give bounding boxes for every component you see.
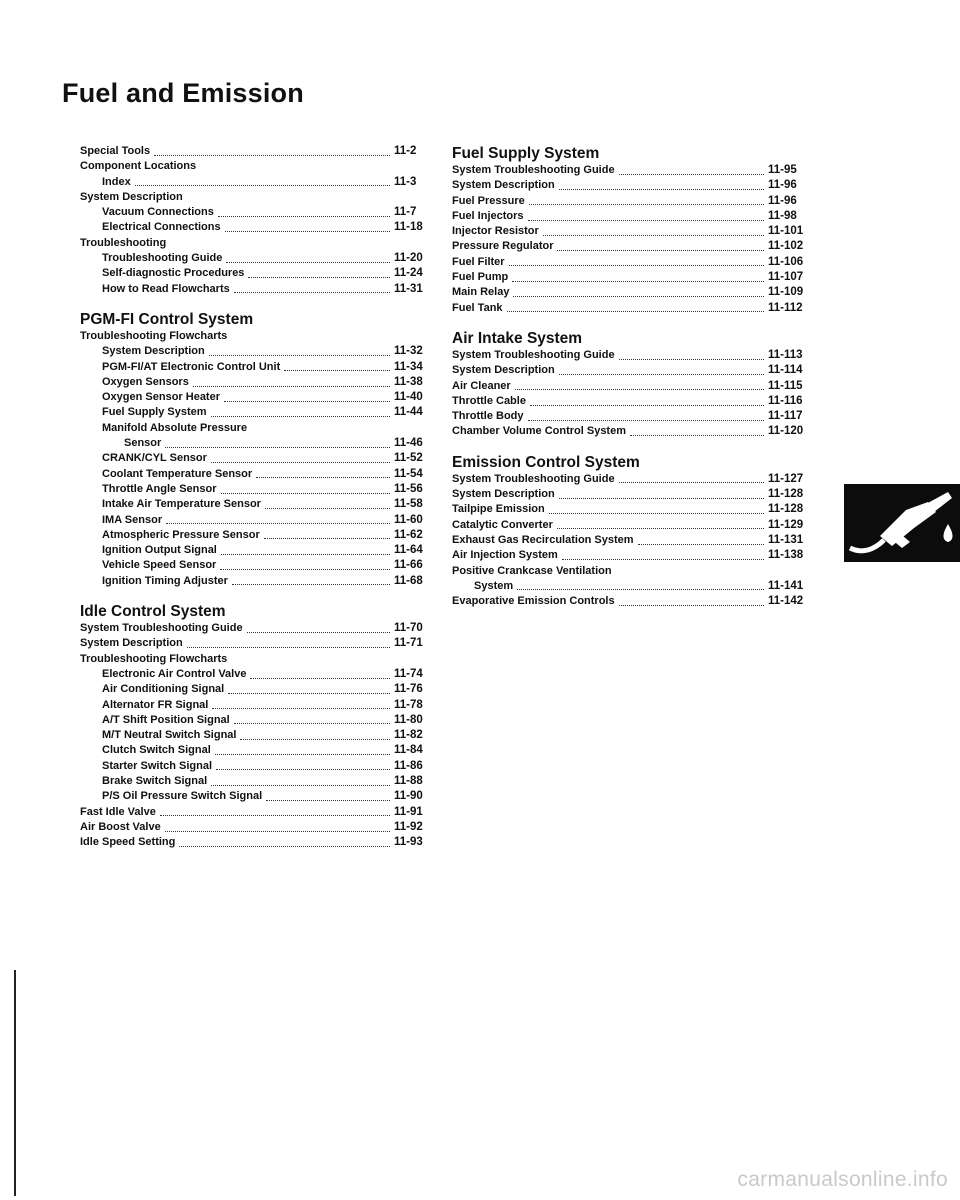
toc-entry <box>80 513 448 528</box>
toc-entry <box>452 564 822 579</box>
dot-leader <box>619 173 764 175</box>
toc-entry-page: 11-113 <box>768 348 803 361</box>
dot-leader <box>559 188 764 190</box>
dot-leader <box>619 481 764 483</box>
toc-entry-label: Fuel Supply System <box>102 406 207 419</box>
toc-entry <box>80 251 448 266</box>
toc-entry <box>452 548 822 563</box>
toc-entry-label: Fuel Injectors <box>452 209 524 222</box>
dot-leader <box>187 646 390 648</box>
section-heading-pgm: PGM-FI Control System <box>80 310 254 328</box>
toc-entry-page: 11-56 <box>394 482 423 495</box>
dot-leader <box>247 631 390 633</box>
toc-entry <box>80 236 448 251</box>
toc-entry-label: Oxygen Sensor Heater <box>102 391 220 404</box>
toc-entry-page: 11-93 <box>394 836 423 849</box>
toc-entry-page: 11-84 <box>394 744 423 757</box>
toc-entry-label: M/T Neutral Switch Signal <box>102 729 237 742</box>
toc-entry-label: Air Conditioning Signal <box>102 683 225 696</box>
toc-entry-page: 11-96 <box>768 194 797 207</box>
toc-entry-label: Fuel Pump <box>452 271 509 284</box>
toc-entry <box>80 159 448 174</box>
toc-entry-label: How to Read Flowcharts <box>102 282 230 295</box>
toc-entry <box>80 574 448 589</box>
dot-leader <box>218 215 390 217</box>
toc-entry <box>452 363 822 378</box>
toc-entry <box>80 774 448 789</box>
toc-entry-label: Troubleshooting <box>80 236 167 249</box>
toc-air-list <box>452 348 822 440</box>
toc-entry-label: Throttle Cable <box>452 394 526 407</box>
toc-entry <box>80 805 448 820</box>
toc-entry <box>452 178 822 193</box>
dot-leader <box>211 784 390 786</box>
toc-left-column <box>80 144 448 850</box>
toc-entry-label: System Description <box>452 488 555 501</box>
toc-entry-page: 11-78 <box>394 698 423 711</box>
toc-entry-page: 11-70 <box>394 622 423 635</box>
dot-leader <box>256 476 390 478</box>
toc-general-list <box>80 144 448 297</box>
toc-entry-label: Electrical Connections <box>102 221 221 234</box>
toc-entry-label: Self-diagnostic Procedures <box>102 267 245 280</box>
dot-leader <box>211 415 390 417</box>
toc-entry-page: 11-141 <box>768 579 804 592</box>
dot-leader <box>549 512 764 514</box>
dot-leader <box>250 677 390 679</box>
toc-entry-page: 11-120 <box>768 425 804 438</box>
toc-entry <box>80 344 448 359</box>
toc-entry-page: 11-60 <box>394 513 423 526</box>
toc-entry <box>80 360 448 375</box>
toc-entry-label: Clutch Switch Signal <box>102 744 211 757</box>
dot-leader <box>509 264 764 266</box>
toc-entry-label: Throttle Angle Sensor <box>102 482 217 495</box>
toc-entry <box>452 594 822 609</box>
dot-leader <box>165 830 390 832</box>
toc-entry <box>80 436 448 451</box>
toc-entry-label: Troubleshooting Guide <box>102 252 223 265</box>
toc-entry <box>80 497 448 512</box>
dot-leader <box>528 419 765 421</box>
dot-leader <box>232 583 390 585</box>
toc-entry-label: Injector Resistor <box>452 225 539 238</box>
dot-leader <box>543 234 764 236</box>
toc-entry-label: Idle Speed Setting <box>80 836 176 849</box>
dot-leader <box>209 354 390 356</box>
toc-entry-page: 11-117 <box>768 410 803 423</box>
toc-entry-page: 11-98 <box>768 209 797 222</box>
toc-entry <box>80 789 448 804</box>
toc-entry-label: Ignition Output Signal <box>102 544 217 557</box>
toc-entry-page: 11-129 <box>768 518 804 531</box>
section-heading-fuel: Fuel Supply System <box>452 145 600 162</box>
dot-leader <box>265 507 390 509</box>
toc-entry-page: 11-95 <box>768 164 797 176</box>
toc-entry-page: 11-52 <box>394 452 423 465</box>
toc-entry-page: 11-24 <box>394 267 423 280</box>
toc-entry <box>80 543 448 558</box>
dot-leader <box>135 184 390 186</box>
section-tab <box>844 484 960 562</box>
toc-entry-page: 11-102 <box>768 240 804 253</box>
toc-entry-label: System Troubleshooting Guide <box>80 622 243 635</box>
toc-entry-page: 11-142 <box>768 595 804 608</box>
toc-entry <box>452 487 822 502</box>
dot-leader <box>512 280 764 282</box>
toc-entry <box>80 266 448 281</box>
toc-entry-page: 11-64 <box>394 544 423 557</box>
toc-entry-label: Alternator FR Signal <box>102 698 209 711</box>
toc-entry <box>80 467 448 482</box>
dot-leader <box>557 527 764 529</box>
toc-entry <box>452 255 822 270</box>
toc-entry-label: System Description <box>452 364 555 377</box>
toc-entry-page: 11-112 <box>768 301 803 314</box>
toc-entry-label: Oxygen Sensors <box>102 375 189 388</box>
dot-leader <box>557 249 764 251</box>
toc-entry <box>80 205 448 220</box>
dot-leader <box>248 276 390 278</box>
toc-entry-label: Air Boost Valve <box>80 820 161 833</box>
dot-leader <box>619 604 764 606</box>
toc-entry-page: 11-115 <box>768 379 803 392</box>
toc-entry <box>452 579 822 594</box>
toc-entry <box>80 759 448 774</box>
toc-pgm-list <box>80 329 448 589</box>
toc-entry-page: 11-34 <box>394 360 423 373</box>
toc-entry-page: 11-92 <box>394 820 423 833</box>
toc-entry-label: Troubleshooting Flowcharts <box>80 329 228 342</box>
dot-leader <box>154 154 390 156</box>
dot-leader <box>228 692 390 694</box>
toc-entry-label: P/S Oil Pressure Switch Signal <box>102 790 263 803</box>
watermark: carmanualsonline.info <box>737 1168 948 1191</box>
toc-entry-page: 11-20 <box>394 252 423 265</box>
toc-entry <box>80 282 448 297</box>
toc-entry <box>452 518 822 533</box>
toc-entry <box>80 728 448 743</box>
section-heading-emission: Emission Control System <box>452 453 640 471</box>
toc-entry <box>80 190 448 205</box>
dot-leader <box>630 434 764 436</box>
toc-entry-page: 11-127 <box>768 472 804 485</box>
toc-entry-page: 11-106 <box>768 255 804 268</box>
dot-leader <box>179 845 390 847</box>
toc-entry-label: System Description <box>80 637 183 650</box>
toc-entry-label: Fuel Filter <box>452 255 505 268</box>
toc-entry-page: 11-114 <box>768 364 803 377</box>
toc-entry <box>452 379 822 394</box>
toc-entry-label: Main Relay <box>452 286 510 299</box>
toc-entry <box>452 409 822 424</box>
dot-leader <box>193 385 390 387</box>
toc-entry-label: Intake Air Temperature Sensor <box>102 498 261 511</box>
toc-entry-label: Air Injection System <box>452 549 558 562</box>
toc-entry-page: 11-138 <box>768 549 804 562</box>
dot-leader <box>225 230 390 232</box>
toc-entry-label: Brake Switch Signal <box>102 774 208 787</box>
toc-entry-label: IMA Sensor <box>102 513 163 526</box>
dot-leader <box>562 558 764 560</box>
toc-entry <box>80 621 448 636</box>
toc-entry <box>452 533 822 548</box>
dot-leader <box>224 400 390 402</box>
toc-entry <box>452 348 822 363</box>
toc-idle-list <box>80 621 448 850</box>
toc-entry-page: 11-128 <box>768 488 804 501</box>
toc-right-column <box>452 145 822 609</box>
toc-entry <box>452 270 822 285</box>
toc-entry-page: 11-54 <box>394 467 423 480</box>
toc-entry <box>452 163 822 178</box>
toc-entry-label: Exhaust Gas Recirculation System <box>452 533 634 546</box>
toc-entry-label: System <box>474 579 514 592</box>
toc-entry <box>80 405 448 420</box>
toc-entry-page: 11-7 <box>394 206 417 219</box>
toc-entry <box>80 652 448 667</box>
toc-entry <box>452 285 822 300</box>
toc-entry-page: 11-68 <box>394 574 423 587</box>
toc-entry-page: 11-131 <box>768 533 804 546</box>
toc-entry-page: 11-40 <box>394 391 423 404</box>
toc-entry <box>452 209 822 224</box>
toc-entry <box>80 636 448 651</box>
toc-entry-page: 11-101 <box>768 225 804 238</box>
toc-entry-label: CRANK/CYL Sensor <box>102 452 207 465</box>
toc-entry <box>452 424 822 439</box>
toc-entry-page: 11-62 <box>394 528 423 541</box>
toc-entry-label: Vehicle Speed Sensor <box>102 559 217 572</box>
toc-entry-label: Special Tools <box>80 145 151 157</box>
toc-entry-label: System Description <box>102 345 205 358</box>
toc-entry-page: 11-82 <box>394 729 423 742</box>
toc-entry-page: 11-2 <box>394 145 417 157</box>
toc-entry-label: Catalytic Converter <box>452 518 553 531</box>
toc-entry-page: 11-107 <box>768 271 804 284</box>
toc-entry <box>80 667 448 682</box>
toc-entry <box>452 502 822 517</box>
toc-entry-label: Starter Switch Signal <box>102 759 213 772</box>
dot-leader <box>166 522 390 524</box>
dot-leader <box>513 295 764 297</box>
toc-entry-page: 11-31 <box>394 282 423 295</box>
toc-entry-page: 11-128 <box>768 503 804 516</box>
toc-entry-label: Coolant Temperature Sensor <box>102 467 253 480</box>
dot-leader <box>530 404 764 406</box>
toc-entry <box>80 743 448 758</box>
toc-entry-page: 11-76 <box>394 683 423 696</box>
toc-entry-label: Throttle Body <box>452 410 524 423</box>
toc-entry-label: System Troubleshooting Guide <box>452 472 615 485</box>
toc-entry-label: Fuel Pressure <box>452 194 525 207</box>
toc-entry-label: Component Locations <box>80 160 197 173</box>
dot-leader <box>234 291 390 293</box>
dot-leader <box>240 738 390 740</box>
toc-entry <box>80 820 448 835</box>
toc-entry-label: Vacuum Connections <box>102 206 214 219</box>
toc-entry-label: Positive Crankcase Ventilation <box>452 564 612 577</box>
toc-entry-page: 11-91 <box>394 805 423 818</box>
toc-entry-label: System Troubleshooting Guide <box>452 348 615 361</box>
section-heading-air: Air Intake System <box>452 329 583 347</box>
dot-leader <box>216 768 390 770</box>
toc-entry-label: Tailpipe Emission <box>452 503 545 516</box>
dot-leader <box>559 497 764 499</box>
dot-leader <box>507 310 764 312</box>
toc-entry <box>452 224 822 239</box>
toc-entry-label: PGM-FI/AT Electronic Control Unit <box>102 360 281 373</box>
dot-leader <box>264 537 390 539</box>
toc-entry <box>80 698 448 713</box>
dot-leader <box>284 369 390 371</box>
toc-entry-label: Atmospheric Pressure Sensor <box>102 528 260 541</box>
toc-entry-page: 11-44 <box>394 406 423 419</box>
page-title: Fuel and Emission <box>62 78 304 108</box>
toc-entry-label: Index <box>102 175 131 188</box>
toc-entry-label: A/T Shift Position Signal <box>102 713 230 726</box>
toc-entry <box>80 528 448 543</box>
toc-entry-page: 11-96 <box>768 179 797 192</box>
toc-entry-page: 11-86 <box>394 759 423 772</box>
fuel-nozzle-icon <box>844 484 960 562</box>
toc-entry-label: Evaporative Emission Controls <box>452 595 615 608</box>
toc-entry <box>452 239 822 254</box>
toc-entry-label: Pressure Regulator <box>452 240 554 253</box>
toc-entry-page: 11-74 <box>394 667 423 680</box>
dot-leader <box>212 707 390 709</box>
section-heading-idle: Idle Control System <box>80 603 226 621</box>
toc-entry-page: 11-116 <box>768 394 803 407</box>
toc-entry <box>80 144 448 159</box>
dot-leader <box>220 568 390 570</box>
toc-entry <box>80 713 448 728</box>
toc-entry-page: 11-18 <box>394 221 423 234</box>
dot-leader <box>517 588 764 590</box>
toc-entry-page: 11-66 <box>394 559 423 572</box>
dot-leader <box>528 219 764 221</box>
dot-leader <box>215 753 390 755</box>
toc-entry-label: System Description <box>452 179 555 192</box>
toc-entry <box>80 329 448 344</box>
toc-entry-page: 11-58 <box>394 498 423 511</box>
toc-entry-page: 11-32 <box>394 345 423 358</box>
dot-leader <box>160 814 390 816</box>
toc-entry-label: Chamber Volume Control System <box>452 425 626 438</box>
toc-fuel-list <box>452 163 822 316</box>
dot-leader <box>529 203 764 205</box>
toc-entry <box>80 482 448 497</box>
toc-entry <box>80 682 448 697</box>
toc-entry-page: 11-90 <box>394 790 423 803</box>
toc-entry-label: Ignition Timing Adjuster <box>102 574 228 587</box>
toc-emission-list <box>452 472 822 610</box>
dot-leader <box>619 358 764 360</box>
toc-entry <box>80 558 448 573</box>
toc-entry-page: 11-88 <box>394 774 423 787</box>
page-edge-line <box>14 970 16 1196</box>
toc-entry <box>452 472 822 487</box>
toc-entry <box>80 451 448 466</box>
dot-leader <box>515 388 764 390</box>
toc-entry <box>80 220 448 235</box>
toc-entry-page: 11-46 <box>394 437 423 450</box>
toc-entry-page: 11-71 <box>394 637 423 650</box>
toc-entry-label: Electronic Air Control Valve <box>102 667 247 680</box>
dot-leader <box>266 799 390 801</box>
toc-entry-label: Fuel Tank <box>452 301 503 314</box>
dot-leader <box>559 373 764 375</box>
toc-entry-label: Sensor <box>124 437 162 450</box>
toc-entry-page: 11-109 <box>768 286 804 299</box>
toc-entry <box>452 301 822 316</box>
toc-entry <box>452 194 822 209</box>
toc-entry <box>80 375 448 390</box>
dot-leader <box>234 722 390 724</box>
toc-entry <box>80 421 448 436</box>
toc-entry-page: 11-80 <box>394 713 423 726</box>
toc-entry-label: Fast Idle Valve <box>80 805 156 818</box>
toc-entry-label: System Description <box>80 190 183 203</box>
dot-leader <box>211 461 390 463</box>
toc-entry-label: Air Cleaner <box>452 379 511 392</box>
toc-entry-label: System Troubleshooting Guide <box>452 164 615 176</box>
dot-leader <box>221 492 391 494</box>
toc-entry <box>452 394 822 409</box>
toc-entry-label: Manifold Absolute Pressure <box>102 421 248 434</box>
dot-leader <box>638 543 764 545</box>
toc-entry <box>80 835 448 850</box>
toc-entry-page: 11-38 <box>394 375 423 388</box>
toc-entry-page: 11-3 <box>394 175 417 188</box>
toc-entry <box>80 390 448 405</box>
dot-leader <box>226 261 390 263</box>
dot-leader <box>165 446 390 448</box>
toc-entry-label: Troubleshooting Flowcharts <box>80 652 228 665</box>
toc-entry <box>80 175 448 190</box>
dot-leader <box>221 553 390 555</box>
